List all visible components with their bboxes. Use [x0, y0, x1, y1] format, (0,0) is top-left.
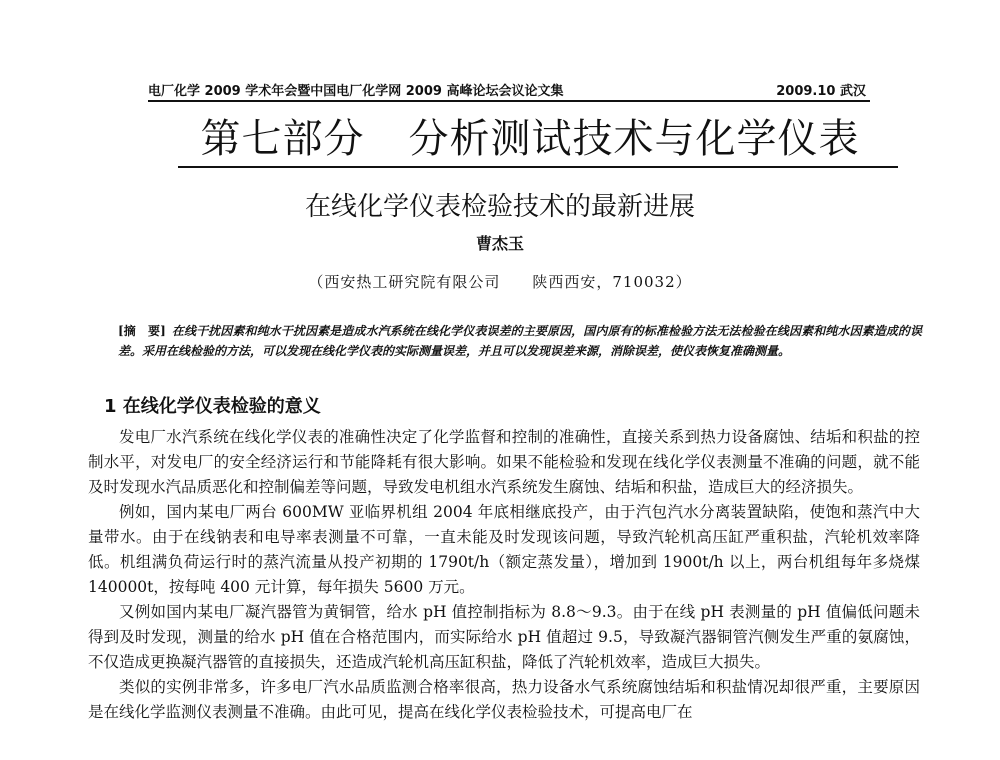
section-heading: 1 在线化学仪表检验的意义 [104, 396, 321, 417]
body-paragraph: 发电厂水汽系统在线化学仪表的准确性决定了化学监督和控制的准确性，直接关系到热力设备腐蚀、结垢和积盐的控制水平，对发电厂的安全经济运行和节能降耗有很大影响。如果不能检验和发现在线化学仪表测量不准确的问题，就不能及时发现水汽品质恶化和控制偏差等问题，导致发电机组水汽系统发生腐蚀、结垢和积盐，造成巨大的经济损失。 [88, 428, 920, 496]
section-banner-underline [178, 166, 898, 168]
running-header [148, 78, 870, 102]
abstract-text: 在线干扰因素和纯水干扰因素是造成水汽系统在线化学仪表误差的主要原因，国内原有的标准检验方法无法检验在线因素和纯水因素造成的误差。采用在线检验的方法，可以发现在线化学仪表的实际测量误差，并且可以发现误差来源，消除误差，使仪表恢复准确测量。 [118, 324, 922, 358]
section-part-title: 分析测试技术与化学仪表 [408, 116, 860, 162]
abstract-label: [摘 要] [118, 324, 166, 338]
header-date-location: 2009.10 武汉 [776, 84, 866, 99]
paper-author: 曹杰玉 [475, 234, 524, 253]
body-paragraph: 例如，国内某电厂两台 600MW 亚临界机组 2004 年底相继底投产，由于汽包汽水分离装置缺陷，使饱和蒸汽中大量带水。由于在线钠表和电导率表测量不可靠，一直未能及时发现该问题，导致汽轮机高压缸严重积盐，汽轮机效率降低。机组满负荷运行时的蒸汽流量从投产初期的 1790t/h（额定蒸发量），增加到 1900t/h 以上，两台机组每年多烧煤 140000t，按每吨 400 元计算，每年损失 5600 万元。 [88, 503, 920, 596]
paper-affiliation: （西安热工研究院有限公司 陕西西安，710032） [308, 273, 692, 291]
section-part-number: 第七部分 [200, 116, 365, 162]
body-paragraph: 类似的实例非常多，许多电厂汽水品质监测合格率很高，热力设备水气系统腐蚀结垢和积盐情况却很严重，主要原因是在线化学监测仪表测量不准确。由此可见，提高在线化学仪表检验技术，可提高电厂在 [88, 678, 920, 721]
header-proceedings-title: 电厂化学 2009 学术年会暨中国电厂化学网 2009 高峰论坛会议论文集 [148, 84, 564, 99]
body-paragraph: 又例如国内某电厂凝汽器管为黄铜管，给水 pH 值控制指标为 8.8～9.3。由于在线 pH 表测量的 pH 值偏低问题未得到及时发现，测量的给水 pH 值在合格范围内，而实际给水 pH 值超过 9.5，导致凝汽器铜管汽侧发生严重的氨腐蚀，不仅造成更换凝汽器管的直接损失，还造成汽轮机高压缸积盐，降低了汽轮机效率，造成巨大损失。 [88, 603, 920, 671]
section-banner [160, 112, 900, 168]
section-body [88, 425, 920, 725]
paper-title: 在线化学仪表检验技术的最新进展 [304, 192, 695, 222]
abstract [118, 321, 922, 361]
